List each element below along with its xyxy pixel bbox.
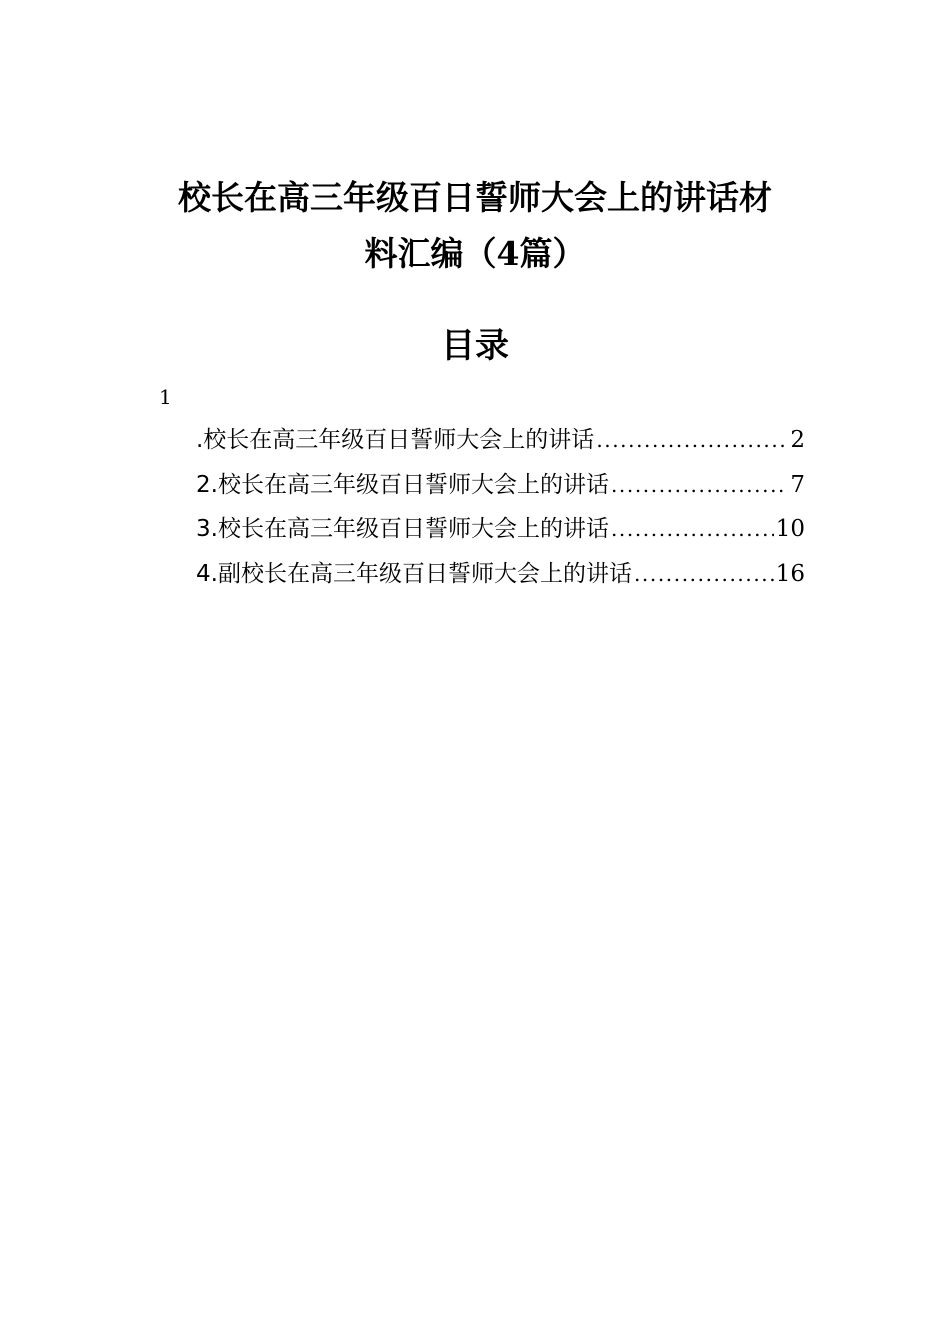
toc-dot-leader <box>634 554 774 594</box>
toc-entry-4[interactable] <box>196 554 805 599</box>
toc-entry-page: 7 <box>790 471 805 498</box>
toc-entry-label: 2.校长在高三年级百日誓师大会上的讲话 <box>196 471 609 498</box>
toc-entry-label: 4.副校长在高三年级百日誓师大会上的讲话 <box>196 560 632 587</box>
toc-entry-2[interactable] <box>196 465 805 510</box>
toc-entry-page: 10 <box>775 516 805 542</box>
toc-entry-label: .校长在高三年级百日誓师大会上的讲话 <box>196 427 595 453</box>
toc-entry-1[interactable] <box>196 420 805 465</box>
table-of-contents <box>196 420 805 598</box>
document-title <box>150 170 800 282</box>
toc-entry-page: 16 <box>775 560 805 587</box>
toc-entry-3[interactable] <box>196 509 805 554</box>
toc-entry-page: 2 <box>790 427 805 453</box>
toc-dot-leader <box>611 509 774 549</box>
toc-entry-number: 1 <box>159 385 172 409</box>
toc-dot-leader <box>611 465 788 505</box>
document-title-line-2: 料汇编（4篇） <box>364 234 586 273</box>
toc-entry-label: 3.校长在高三年级百日誓师大会上的讲话 <box>196 516 609 542</box>
document-title-line-1: 校长在高三年级百日誓师大会上的讲话材 <box>178 178 772 217</box>
toc-heading: 目录 <box>441 326 509 366</box>
toc-dot-leader <box>596 420 788 460</box>
